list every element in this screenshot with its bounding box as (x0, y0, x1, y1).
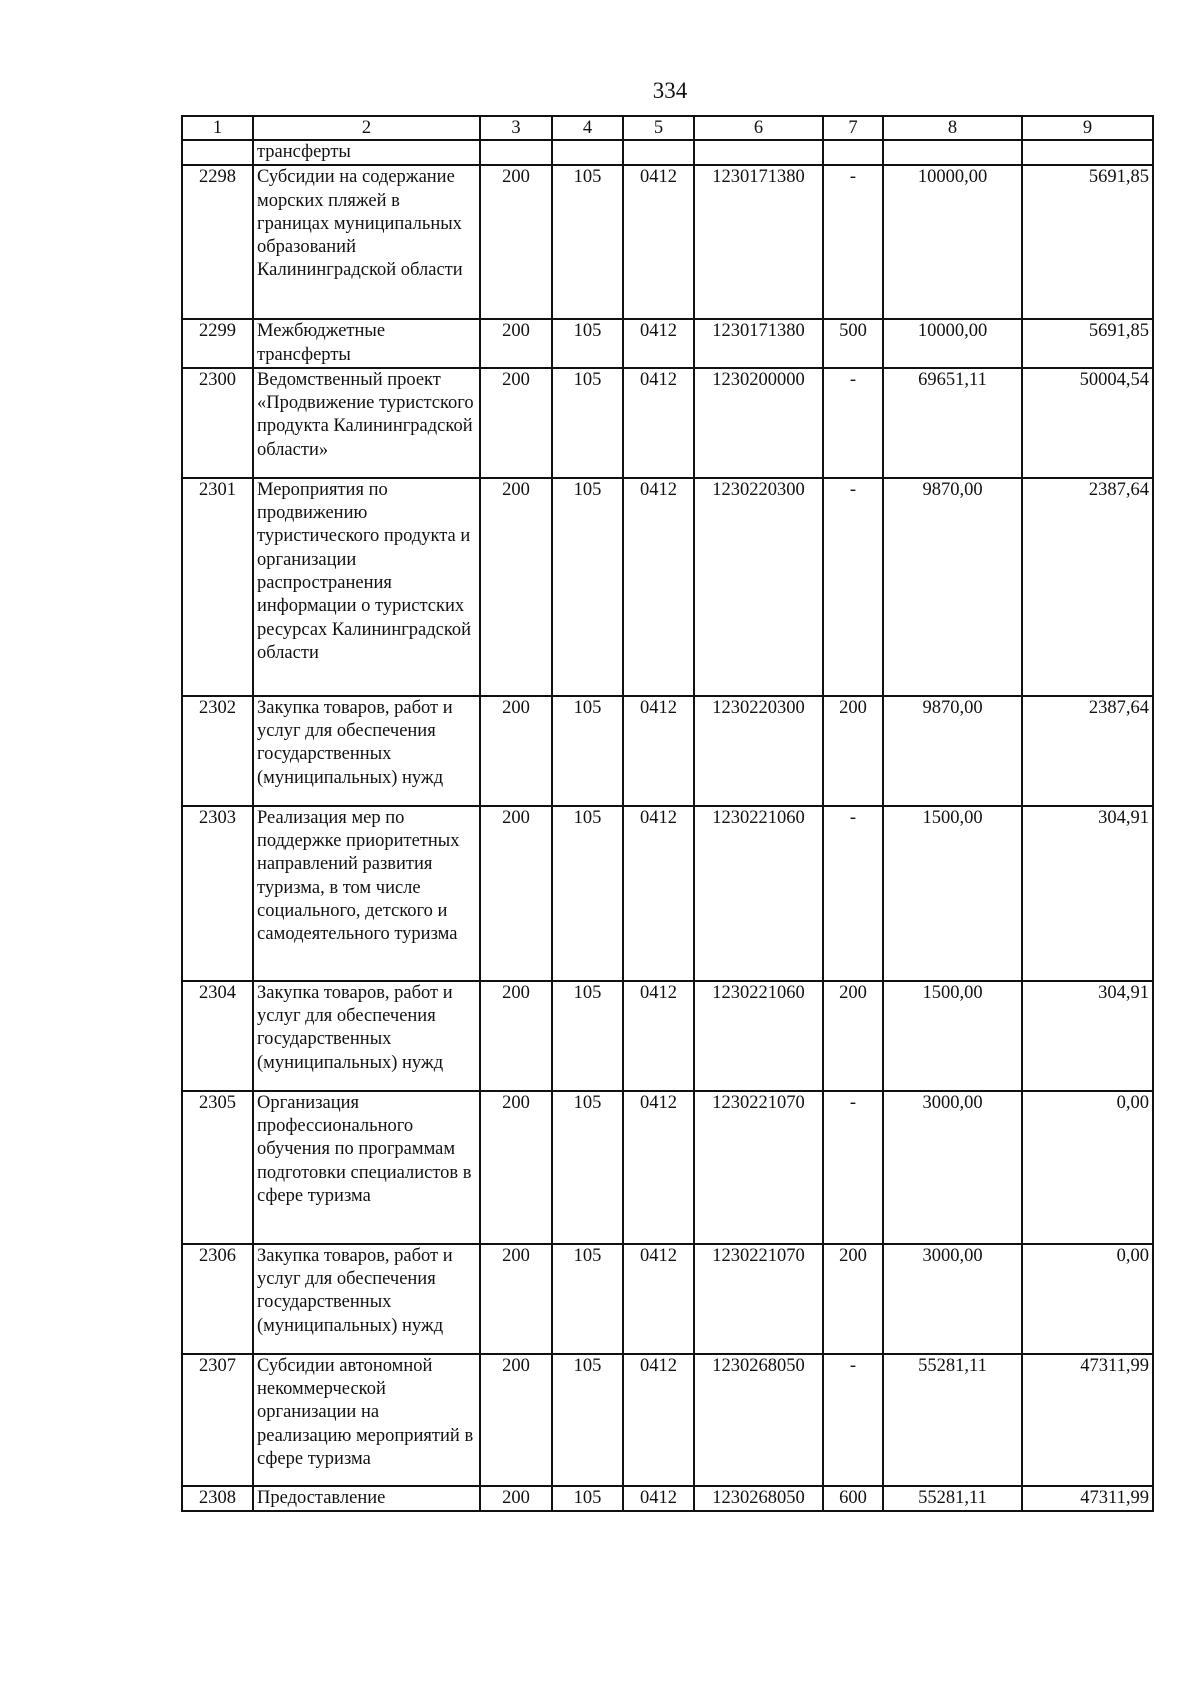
col5-cell: 0412 (623, 696, 694, 806)
column-header: 9 (1022, 116, 1153, 140)
col4-cell: 105 (552, 806, 623, 981)
col3-cell: 200 (480, 1486, 552, 1511)
col6-cell: 1230200000 (694, 368, 823, 478)
col6-cell: 1230268050 (694, 1486, 823, 1511)
col8-cell: 9870,00 (883, 478, 1022, 696)
row-number-cell: 2302 (182, 696, 253, 806)
col5-cell: 0412 (623, 1486, 694, 1511)
col4-cell: 105 (552, 319, 623, 368)
col3-cell: 200 (480, 478, 552, 696)
row-number-cell: 2298 (182, 165, 253, 319)
col8-cell: 3000,00 (883, 1091, 1022, 1244)
row-number-cell: 2304 (182, 981, 253, 1091)
col6-cell: 1230221070 (694, 1091, 823, 1244)
row-name-cell: Организация профессионального обучения по программам подготовки специалистов в сфере туризма (253, 1091, 480, 1244)
col8-cell: 55281,11 (883, 1486, 1022, 1511)
col3-cell: 200 (480, 1244, 552, 1354)
col9-cell: 50004,54 (1022, 368, 1153, 478)
column-header: 8 (883, 116, 1022, 140)
row-name-cell: Предоставление (253, 1486, 480, 1511)
col9-cell: 0,00 (1022, 1244, 1153, 1354)
col9-cell: 304,91 (1022, 981, 1153, 1091)
header-row (182, 116, 1153, 140)
col6-cell: 1230171380 (694, 319, 823, 368)
col4-cell: 105 (552, 478, 623, 696)
col4-cell: 105 (552, 1244, 623, 1354)
col6-cell: 1230171380 (694, 165, 823, 319)
col8-cell: 69651,11 (883, 368, 1022, 478)
table-row (182, 1091, 1153, 1244)
row-number-cell: 2300 (182, 368, 253, 478)
col7-cell: - (823, 1354, 883, 1486)
row-name-cell: Закупка товаров, работ и услуг для обеспечения государственных (муниципальных) нужд (253, 1244, 480, 1354)
row-name-cell: трансферты (253, 140, 480, 165)
budget-table (181, 115, 1154, 1512)
table-row (182, 981, 1153, 1091)
row-name-cell: Реализация мер по поддержке приоритетных направлений развития туризма, в том числе социального, детского и самодеятельного туризма (253, 806, 480, 981)
table-row (182, 165, 1153, 319)
col9-cell: 5691,85 (1022, 319, 1153, 368)
row-name-cell: Субсидии автономной некоммерческой организации на реализацию мероприятий в сфере туризма (253, 1354, 480, 1486)
col5-cell: 0412 (623, 1091, 694, 1244)
row-name-cell: Закупка товаров, работ и услуг для обеспечения государственных (муниципальных) нужд (253, 981, 480, 1091)
col6-cell: 1230268050 (694, 1354, 823, 1486)
col7-cell: - (823, 478, 883, 696)
col5-cell: 0412 (623, 319, 694, 368)
col3-cell: 200 (480, 319, 552, 368)
row-number-cell (182, 140, 253, 165)
col5-cell: 0412 (623, 165, 694, 319)
col3-cell: 200 (480, 1091, 552, 1244)
col7-cell: 200 (823, 1244, 883, 1354)
col6-cell: 1230220300 (694, 696, 823, 806)
col9-cell: 5691,85 (1022, 165, 1153, 319)
column-header: 7 (823, 116, 883, 140)
col7-cell: 200 (823, 696, 883, 806)
table-cell (480, 140, 552, 165)
col4-cell: 105 (552, 1486, 623, 1511)
col4-cell: 105 (552, 165, 623, 319)
col3-cell: 200 (480, 1354, 552, 1486)
col8-cell: 55281,11 (883, 1354, 1022, 1486)
row-name-cell: Ведомственный проект «Продвижение туристского продукта Калининградской области» (253, 368, 480, 478)
table-cell (552, 140, 623, 165)
col3-cell: 200 (480, 806, 552, 981)
column-header: 5 (623, 116, 694, 140)
col5-cell: 0412 (623, 981, 694, 1091)
col7-cell: - (823, 1091, 883, 1244)
table-cell (883, 140, 1022, 165)
row-name-cell: Мероприятия по продвижению туристического продукта и организации распространения информации о туристских ресурсах Калининградской области (253, 478, 480, 696)
col7-cell: - (823, 165, 883, 319)
col4-cell: 105 (552, 368, 623, 478)
col8-cell: 3000,00 (883, 1244, 1022, 1354)
row-number-cell: 2303 (182, 806, 253, 981)
col9-cell: 47311,99 (1022, 1486, 1153, 1511)
table-row (182, 368, 1153, 478)
col5-cell: 0412 (623, 478, 694, 696)
page-number: 334 (652, 78, 688, 103)
col5-cell: 0412 (623, 1244, 694, 1354)
row-number-cell: 2307 (182, 1354, 253, 1486)
col8-cell: 10000,00 (883, 319, 1022, 368)
col5-cell: 0412 (623, 368, 694, 478)
column-header: 1 (182, 116, 253, 140)
row-name-cell: Межбюджетные трансферты (253, 319, 480, 368)
column-header: 4 (552, 116, 623, 140)
table-row (182, 1354, 1153, 1486)
col7-cell: 600 (823, 1486, 883, 1511)
row-number-cell: 2306 (182, 1244, 253, 1354)
col4-cell: 105 (552, 981, 623, 1091)
col9-cell: 2387,64 (1022, 478, 1153, 696)
col9-cell: 2387,64 (1022, 696, 1153, 806)
table-row (182, 1486, 1153, 1511)
col6-cell: 1230221070 (694, 1244, 823, 1354)
col7-cell: 200 (823, 981, 883, 1091)
col5-cell: 0412 (623, 1354, 694, 1486)
table-cell (694, 140, 823, 165)
table-row (182, 319, 1153, 368)
table-cell (1022, 140, 1153, 165)
col4-cell: 105 (552, 1354, 623, 1486)
table-body (182, 140, 1153, 1511)
col3-cell: 200 (480, 696, 552, 806)
col8-cell: 1500,00 (883, 806, 1022, 981)
col6-cell: 1230221060 (694, 981, 823, 1091)
table-cell (623, 140, 694, 165)
column-header: 6 (694, 116, 823, 140)
col7-cell: - (823, 806, 883, 981)
row-number-cell: 2299 (182, 319, 253, 368)
col9-cell: 304,91 (1022, 806, 1153, 981)
col5-cell: 0412 (623, 806, 694, 981)
col3-cell: 200 (480, 981, 552, 1091)
col9-cell: 0,00 (1022, 1091, 1153, 1244)
row-name-cell: Закупка товаров, работ и услуг для обеспечения государственных (муниципальных) нужд (253, 696, 480, 806)
column-header: 2 (253, 116, 480, 140)
column-header: 3 (480, 116, 552, 140)
row-number-cell: 2308 (182, 1486, 253, 1511)
col7-cell: - (823, 368, 883, 478)
continuation-row (182, 140, 1153, 165)
col6-cell: 1230220300 (694, 478, 823, 696)
table-row (182, 696, 1153, 806)
col8-cell: 9870,00 (883, 696, 1022, 806)
row-number-cell: 2305 (182, 1091, 253, 1244)
col3-cell: 200 (480, 368, 552, 478)
table-row (182, 806, 1153, 981)
table-row (182, 478, 1153, 696)
col3-cell: 200 (480, 165, 552, 319)
col6-cell: 1230221060 (694, 806, 823, 981)
table-row (182, 1244, 1153, 1354)
col4-cell: 105 (552, 696, 623, 806)
col7-cell: 500 (823, 319, 883, 368)
row-number-cell: 2301 (182, 478, 253, 696)
col8-cell: 10000,00 (883, 165, 1022, 319)
col9-cell: 47311,99 (1022, 1354, 1153, 1486)
col4-cell: 105 (552, 1091, 623, 1244)
table-cell (823, 140, 883, 165)
col8-cell: 1500,00 (883, 981, 1022, 1091)
row-name-cell: Субсидии на содержание морских пляжей в границах муниципальных образований Калининградской области (253, 165, 480, 319)
